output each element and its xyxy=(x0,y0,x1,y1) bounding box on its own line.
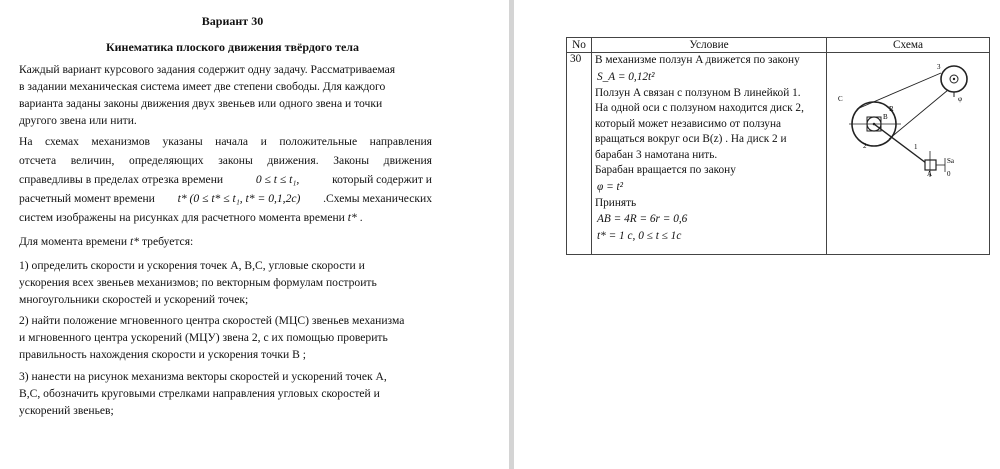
label-r: R xyxy=(889,105,894,113)
item-line: правильность нахождения скорости и ускорения точки B ; xyxy=(19,348,306,361)
condition-line: Ползун A связан с ползуном B линейкой 1. xyxy=(595,86,801,99)
header-scheme: Схема xyxy=(827,38,990,53)
table-header-row xyxy=(567,38,990,53)
header-no: No xyxy=(567,38,592,53)
mechanism-scheme xyxy=(827,53,983,183)
intro-line: варианта заданы законы движения двух звеньев или одного звена и точки xyxy=(19,97,383,110)
label-2: 2 xyxy=(863,142,867,150)
label-sa: Sa xyxy=(947,157,954,165)
label-c: C xyxy=(838,95,843,103)
item-line: 1) определить скорости и ускорения точек A, B,C, угловые скорости и xyxy=(19,259,365,272)
formula-dims: AB = 4R = 6r = 0,6 xyxy=(597,213,688,225)
table-row xyxy=(567,53,990,255)
label-zero: 0 xyxy=(947,170,951,178)
intro-line: Каждый вариант курсового задания содержит одну задачу. Рассматриваемая xyxy=(19,63,396,76)
task-table xyxy=(566,37,990,255)
row-condition xyxy=(592,53,827,255)
header-condition: Условие xyxy=(592,38,827,53)
label-1: 1 xyxy=(914,143,918,151)
item-line: многоугольники скоростей и ускорений точек; xyxy=(19,293,249,306)
label-3: 3 xyxy=(937,63,941,71)
item-line: 2) найти положение мгновенного центра скоростей (МЦС) звеньев механизма xyxy=(19,314,405,327)
schemes-text: расчетный момент времени xyxy=(19,192,155,205)
moment-symbol: t* xyxy=(130,235,140,248)
schemes-text: . xyxy=(359,211,363,224)
condition-line: вращаться вокруг оси B(z) . На диск 2 и xyxy=(595,133,787,145)
label-b: B xyxy=(883,113,888,121)
item-3 xyxy=(19,368,432,419)
schemes-line xyxy=(19,170,432,189)
item-line: ускорений звеньев; xyxy=(19,404,114,417)
moment-line xyxy=(19,233,432,250)
slider-a xyxy=(925,160,936,170)
item-line: 3) нанести на рисунок механизма векторы скоростей и ускорений точек A, xyxy=(19,370,387,383)
schemes-line: отсчета величин, определяющих законы движения. Законы движения xyxy=(19,154,432,167)
variant-title: Вариант 30 xyxy=(201,14,264,28)
schemes-line: На схемах механизмов указаны начала и положительные направления xyxy=(19,135,432,148)
moment-text: требуется: xyxy=(141,235,194,248)
formula-sa: S_A = 0,12t² xyxy=(597,70,655,83)
row-scheme xyxy=(827,53,990,255)
moment-symbol: t* xyxy=(347,211,357,224)
schemes-text: .Схемы механических xyxy=(323,192,432,205)
formula-time: t* = 1 c, 0 ≤ t ≤ 1c xyxy=(597,230,682,242)
intro-line: в задании механическая система имеет две степени свободы. Для каждого xyxy=(19,80,386,93)
moment-text: Для момента времени xyxy=(19,235,128,248)
item-2 xyxy=(19,312,432,363)
drum-axis xyxy=(953,78,955,80)
schemes-text: систем изображены на рисунках для расчетного момента времени xyxy=(19,211,345,224)
moment-formula: t* (0 ≤ t* ≤ t₁, t* = 0,1,2c) xyxy=(177,192,301,205)
intro-paragraph xyxy=(19,61,432,129)
schemes-text: справедливы в пределах отрезка времени xyxy=(19,173,224,186)
item-line: B,C, обозначить круговыми стрелками направления угловых скоростей и xyxy=(19,387,380,400)
formula-phi: φ = t² xyxy=(597,180,624,193)
schemes-line xyxy=(19,189,432,208)
schemes-text: который содержит и xyxy=(332,173,432,186)
schemes-paragraph xyxy=(19,132,432,227)
condition-line: барабан 3 намотана нить. xyxy=(595,148,718,161)
label-phi: φ xyxy=(958,95,963,103)
time-interval-formula: 0 ≤ t ≤ t₁, xyxy=(255,173,300,186)
schemes-line xyxy=(19,208,432,227)
thread-top xyxy=(857,73,941,109)
item-line: и мгновенного центра ускорений (МЦУ) звена 2, с их помощью проверить xyxy=(19,331,388,344)
item-1 xyxy=(19,257,432,308)
condition-line: который может независимо от ползуна xyxy=(595,117,782,130)
thread-bottom xyxy=(889,90,948,139)
condition-line: В механизме ползун A движется по закону xyxy=(595,54,800,66)
accept-line: Принять xyxy=(595,196,637,209)
row-number: 30 xyxy=(567,53,592,255)
condition-line: Барабан вращается по закону xyxy=(595,164,736,176)
topic-title: Кинематика плоского движения твёрдого тела xyxy=(105,40,360,54)
intro-line: другого звена или нити. xyxy=(19,114,137,127)
condition-line: На одной оси с ползуном находится диск 2, xyxy=(595,102,804,114)
label-a: A xyxy=(927,170,933,178)
item-line: ускорения всех звеньев механизмов; по векторным формулам построить xyxy=(19,276,377,289)
